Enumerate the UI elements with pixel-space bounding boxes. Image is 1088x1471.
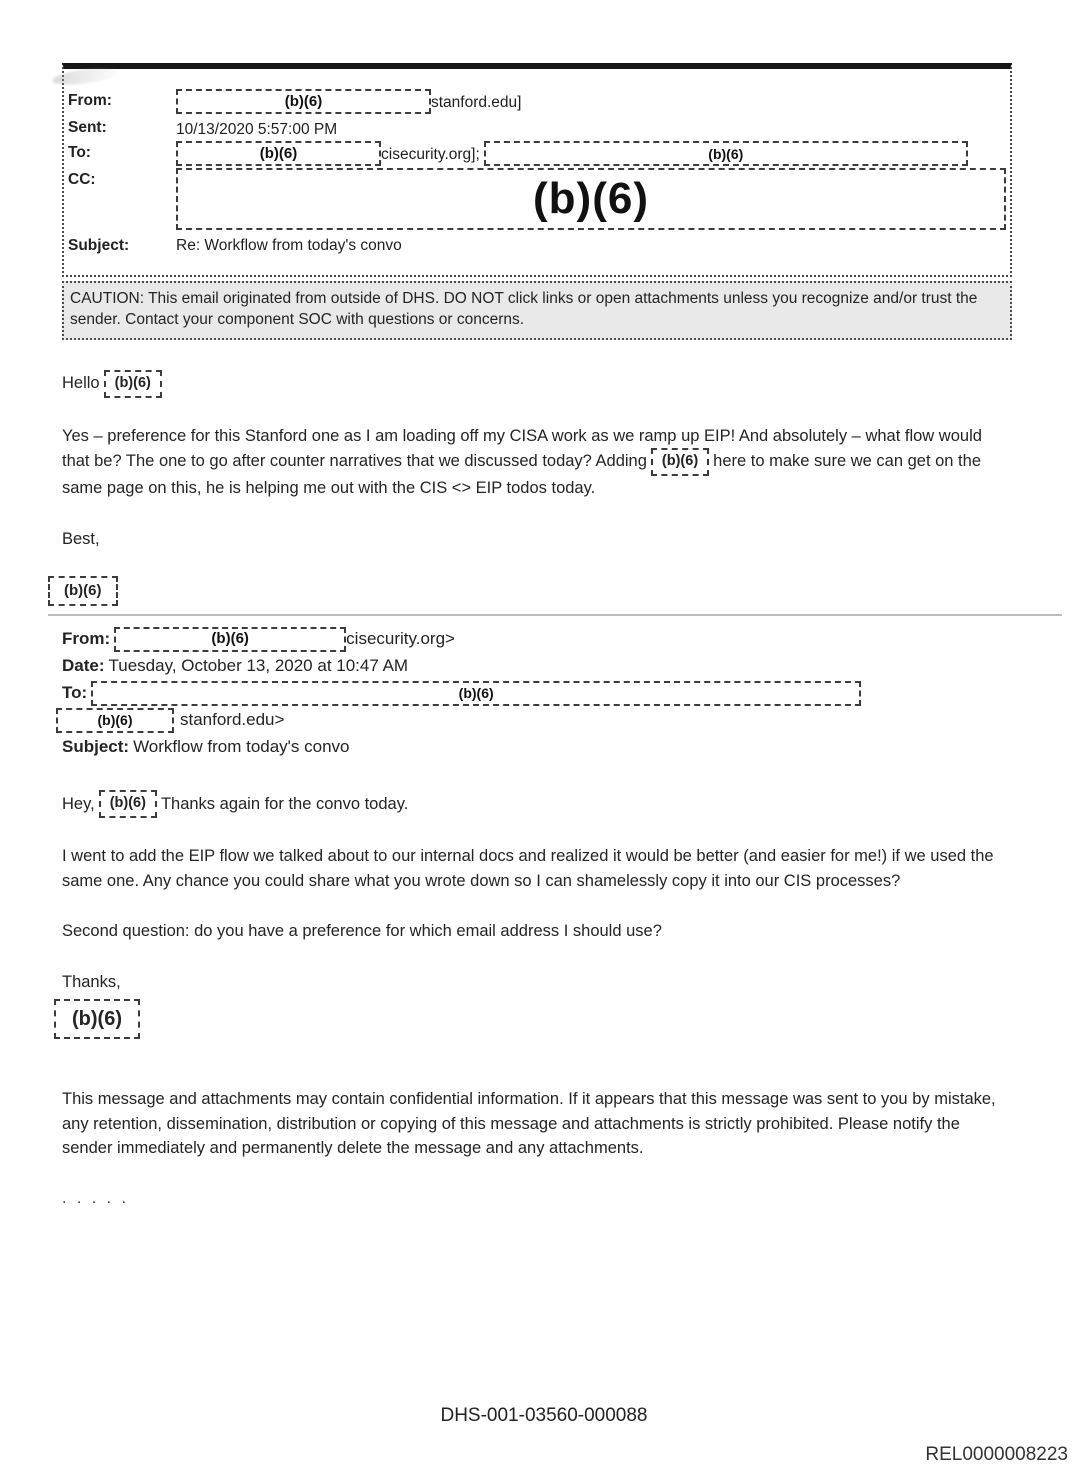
confidentiality-disclaimer: This message and attachments may contain confidential information. If it appears that this message was sent to you by mistake, any retention, dissemination, distribution or copying of this message and attachments is strictly prohibited. Please notify the sender immediately and permanently delete the message and any attachments. xyxy=(62,1089,996,1158)
redaction-b6-quoted-from: (b)(6) xyxy=(114,627,346,652)
footer-release-id: REL0000008223 xyxy=(925,1444,1068,1465)
footer-document-id: DHS-001-03560-000088 xyxy=(440,1405,648,1426)
paragraph-1 xyxy=(62,424,1012,501)
quoted-date-value: Tuesday, October 13, 2020 at 10:47 AM xyxy=(108,656,409,675)
from-domain-text: stanford.edu] xyxy=(431,94,522,111)
quoted-paragraph-1: I went to add the EIP flow we talked about to our internal docs and realized it would be better (and easier for me!) if we used the same one. Any chance you could share what you wrote down so I can shamelessly copy it into our CIS processes? xyxy=(62,846,994,890)
quoted-closing-line: Thanks, xyxy=(62,973,121,991)
quoted-paragraph-2: Second question: do you have a preference for which email address I should use? xyxy=(62,922,662,941)
redaction-b6-greeting: (b)(6) xyxy=(104,370,162,398)
caution-text: CAUTION: This email originated from outside of DHS. DO NOT click links or open attachments unless you recognize and/or trust the sender. Contact your component SOC with questions or concerns. xyxy=(70,290,978,329)
redaction-b6-inline: (b)(6) xyxy=(651,448,709,476)
document-page xyxy=(0,63,1088,1471)
caution-banner xyxy=(62,281,1012,340)
redaction-b6-quoted-stanford: (b)(6) xyxy=(56,708,174,733)
ellipsis-line: . . . . . xyxy=(62,1190,130,1207)
sent-value: 10/13/2020 5:57:00 PM xyxy=(176,121,338,138)
quoted-from-domain: cisecurity.org> xyxy=(346,629,455,648)
header-row-to xyxy=(68,141,1000,166)
quoted-row-from xyxy=(62,626,1012,652)
paragraph-1-text-b: here to make sure we can get on the same page on this, he is helping me out with the CIS <> EIP todos today. xyxy=(62,452,981,497)
redaction-b6-quoted-to: (b)(6) xyxy=(91,681,861,706)
subject-value: Re: Workflow from today's convo xyxy=(176,237,402,254)
cc-label: CC: xyxy=(68,171,96,188)
redaction-b6-signature: (b)(6) xyxy=(48,576,118,607)
from-label: From: xyxy=(68,92,112,109)
sent-label: Sent: xyxy=(68,119,107,136)
quoted-body xyxy=(62,790,1012,1211)
quoted-to-label: To: xyxy=(62,683,88,702)
redaction-b6-from: (b)(6) xyxy=(176,89,431,114)
quoted-row-subject xyxy=(62,734,1012,760)
greeting-text: Hello xyxy=(62,374,100,393)
quoted-from-label: From: xyxy=(62,629,111,648)
redaction-b6-cc: (b)(6) xyxy=(176,168,1006,230)
quoted-row-to2 xyxy=(62,707,1012,733)
header-row-subject xyxy=(68,234,1000,255)
redaction-b6-to1: (b)(6) xyxy=(176,141,381,166)
quoted-header xyxy=(62,626,1012,760)
quoted-greeting-line xyxy=(62,790,1012,818)
header-row-cc xyxy=(68,168,1000,230)
redaction-b6-quoted-signature: (b)(6) xyxy=(54,999,140,1039)
subject-label: Subject: xyxy=(68,237,130,254)
quoted-row-to xyxy=(62,680,1012,706)
redaction-b6-quoted-greeting: (b)(6) xyxy=(99,790,157,818)
redaction-b6-to2: (b)(6) xyxy=(484,141,968,166)
header-row-sent xyxy=(68,116,1000,139)
header-row-from xyxy=(68,89,1000,114)
quoted-date-label: Date: xyxy=(62,656,105,675)
quoted-subject-value: Workflow from today's convo xyxy=(133,737,350,756)
quoted-greeting-prefix: Hey, xyxy=(62,794,95,813)
to-domain-text: cisecurity.org]; xyxy=(381,146,480,163)
to-label: To: xyxy=(68,144,91,161)
email-header-box xyxy=(62,63,1012,277)
quoted-stanford-domain: stanford.edu> xyxy=(180,710,285,729)
email-body xyxy=(62,370,1012,606)
greeting-line xyxy=(62,370,1012,398)
closing-line: Best, xyxy=(62,529,100,548)
quoted-message-divider xyxy=(48,614,1062,616)
quoted-row-date xyxy=(62,653,1012,679)
quoted-subject-label: Subject: xyxy=(62,737,130,756)
paragraph-1-text-a: Yes – preference for this Stanford one as I am loading off my CISA work as we ramp up EIP! And absolutely – what flow would that be? The one to go after counter narratives that we discussed today? Adding xyxy=(62,426,982,471)
quoted-greeting-suffix: Thanks again for the convo today. xyxy=(160,794,409,813)
